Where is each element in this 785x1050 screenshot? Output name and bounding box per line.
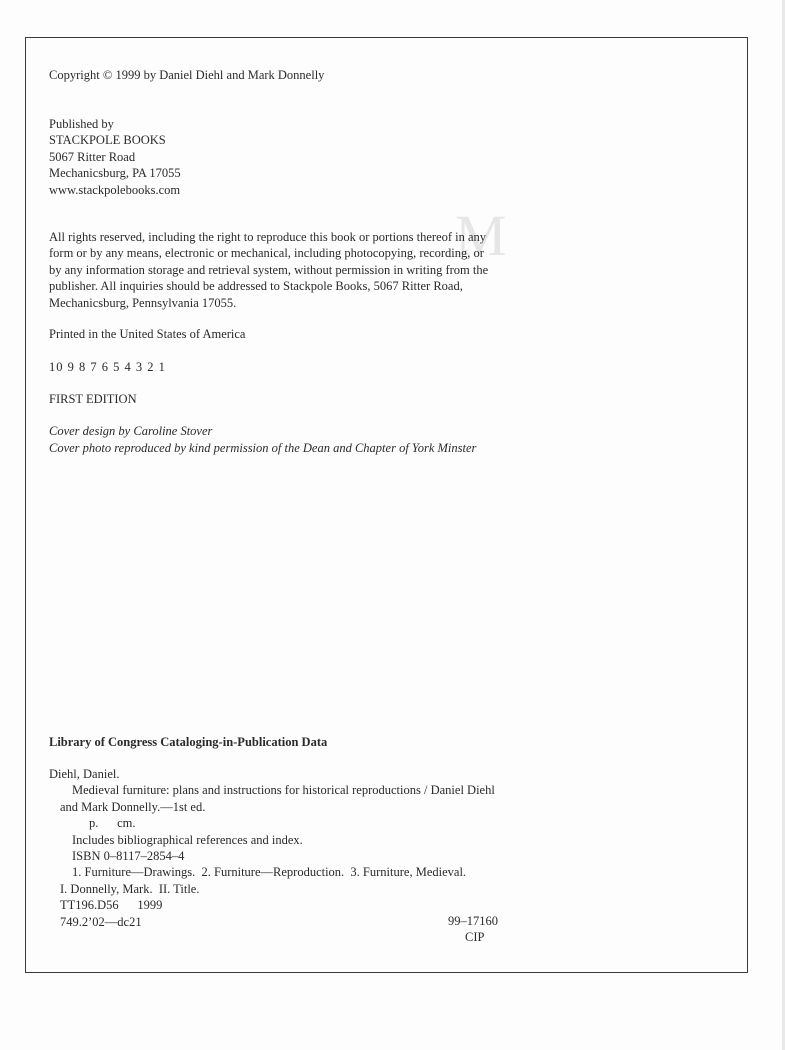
cip-lccn: 99–17160 — [448, 914, 498, 928]
printed-in: Printed in the United States of America — [49, 327, 246, 341]
cover-photo-credit: Cover photo reproduced by kind permission of the Dean and Chapter of York Minster — [49, 441, 477, 455]
rights-statement — [49, 229, 488, 311]
cip-dewey: 749.2’02—dc21 — [60, 914, 142, 929]
cip-title-continued: and Mark Donnelly.—1st ed. — [60, 799, 206, 814]
cip-added-entries: I. Donnelly, Mark. II. Title. — [60, 881, 200, 896]
rights-line: publisher. All inquiries should be addressed to Stackpole Books, 5067 Ritter Road, — [49, 279, 463, 294]
publisher-line: Published by — [49, 117, 114, 131]
cip-call-number: TT196.D56 1999 — [60, 898, 163, 913]
cip-title: Medieval furniture: plans and instructions for historical reproductions / Daniel Diehl — [72, 783, 495, 798]
rights-line: form or by any means, electronic or mechanical, including photocopying, recording, or — [49, 246, 484, 261]
cip-author: Diehl, Daniel. — [49, 767, 120, 781]
cip-isbn: ISBN 0–8117–2854–4 — [72, 849, 185, 864]
bleed-through-title: M — [455, 203, 724, 268]
cip-subjects: 1. Furniture—Drawings. 2. Furniture—Reproduction. 3. Furniture, Medieval. — [72, 865, 467, 880]
publisher-line: Mechanicsburg, PA 17055 — [49, 166, 181, 181]
cover-design-credit: Cover design by Caroline Stover — [49, 424, 213, 438]
cip-label: CIP — [465, 930, 485, 944]
publisher-website: www.stackpolebooks.com — [49, 182, 181, 197]
edition: FIRST EDITION — [49, 392, 137, 406]
publisher-line: STACKPOLE BOOKS — [49, 133, 166, 148]
rights-line: Mechanicsburg, Pennsylvania 17055. — [49, 295, 237, 310]
cip-record — [49, 766, 509, 930]
publisher-block — [49, 116, 181, 198]
publisher-line: 5067 Ritter Road — [49, 149, 136, 164]
rights-line: by any information storage and retrieval system, without permission in writing from the — [49, 262, 489, 277]
cip-pages: p. cm. — [89, 816, 136, 831]
printing-numbers: 10 9 8 7 6 5 4 3 2 1 — [49, 360, 166, 374]
copyright-notice: Copyright © 1999 by Daniel Diehl and Mark Donnelly — [49, 68, 325, 82]
rights-line: All rights reserved, including the right to reproduce this book or portions thereof in any — [49, 230, 487, 244]
cip-includes: Includes bibliographical references and index. — [72, 832, 303, 847]
cip-heading: Library of Congress Cataloging-in-Publication Data — [49, 735, 328, 749]
